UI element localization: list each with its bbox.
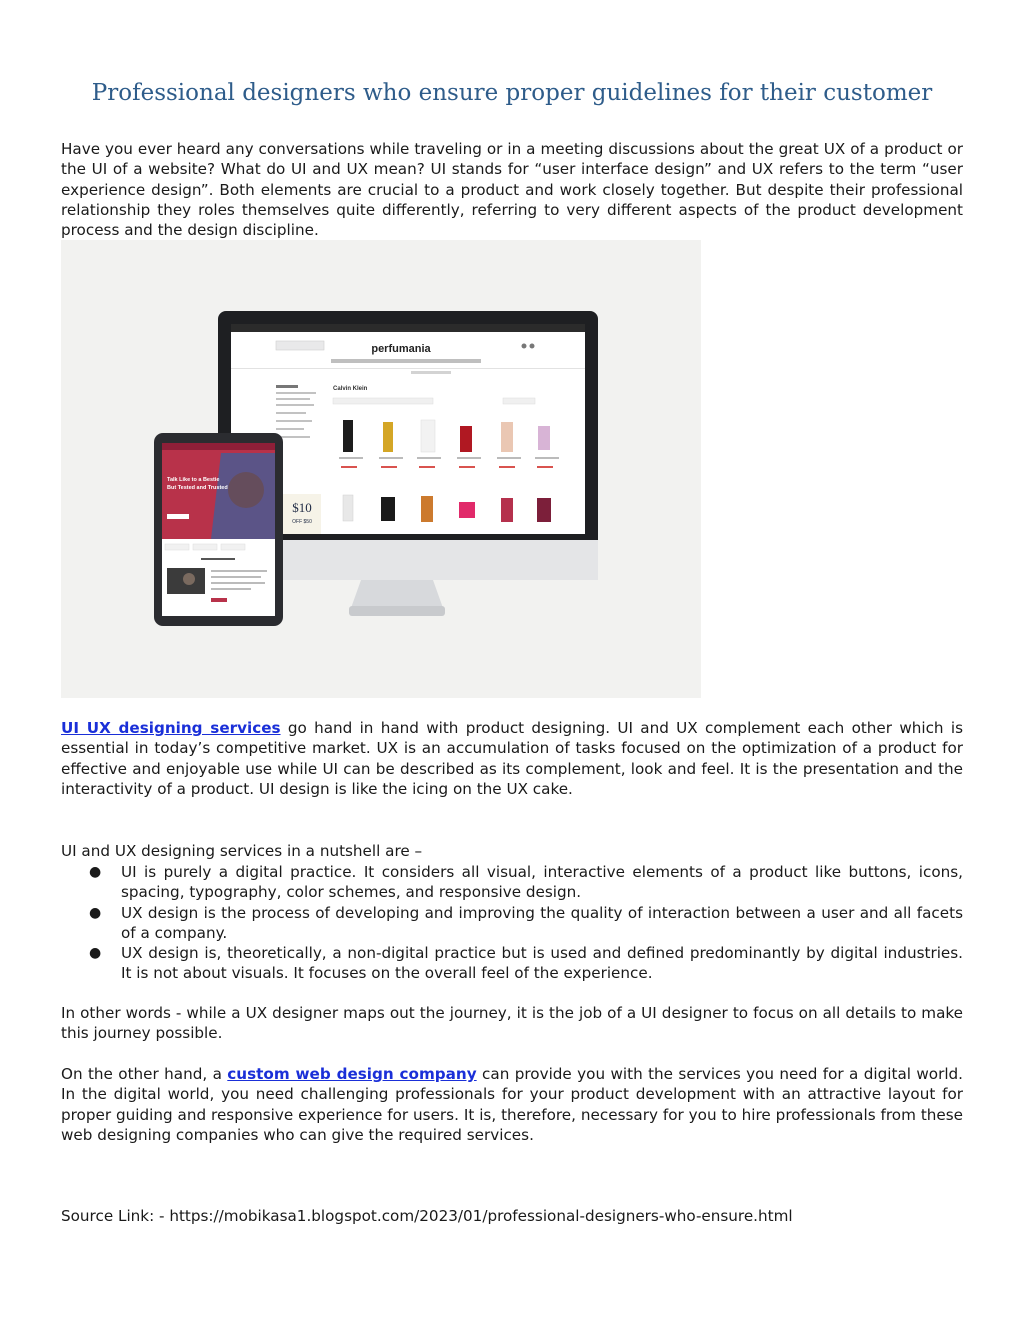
- services-paragraph-text: go hand in hand with product designing. UI and UX complement each other which is essential in today’s competitive market. UX is an accumulation of tasks focused on the optimization of a product for effective and enjoyable use while UI can be described as its complement, look and feel. It is the presentation and the interactivity of a product. UI design is like the icing on the UX cake.: [61, 719, 963, 798]
- tablet-headline-2: But Tested and Trusted: [167, 485, 228, 491]
- bullet-icon: ●: [89, 864, 102, 880]
- hero-image: [61, 240, 701, 698]
- web-design-text: can provide you with the services you need for a digital world. In the digital world, you need challenging professionals for your product development with an attractive layout for proper guiding and responsive experience for users. It is, therefore, necessary for you to hire professionals from these web designing companies who can give the required services.: [61, 1065, 964, 1144]
- list-item-text: UI is purely a digital practice. It considers all visual, interactive elements of a product like buttons, icons, spacing, typography, color schemes, and responsive design.: [121, 863, 963, 902]
- page-title: Professional designers who ensure proper guidelines for their customer: [91, 80, 933, 106]
- nutshell-list: [61, 862, 963, 984]
- monitor-site-name: perfumania: [371, 343, 431, 355]
- list-item: [61, 943, 963, 984]
- promo-amount: $10: [292, 500, 312, 515]
- list-item-text: UX design is, theoretically, a non-digital practice but is used and defined predominantly by digital industries. It is not about visuals. It focuses on the overall feel of the experience.: [121, 944, 963, 983]
- monitor-heading: Calvin Klein: [333, 386, 368, 392]
- list-item: [61, 862, 963, 903]
- bullet-icon: ●: [89, 945, 102, 962]
- promo-subtext: OFF $50: [292, 519, 312, 525]
- source-link: Source Link: - https://mobikasa1.blogspot.com/2023/01/professional-designers-who-ensure.html: [61, 1207, 793, 1225]
- web-design-prefix: On the other hand, a: [61, 1065, 228, 1083]
- list-item-text: UX design is the process of developing and improving the quality of interaction between a user and all facets of a company.: [121, 903, 963, 942]
- tablet-headline-1: Talk Like to a Bestie: [167, 477, 220, 483]
- list-item: [61, 903, 963, 944]
- other-words-paragraph: In other words - while a UX designer maps out the journey, it is the job of a UI designer to focus on all details to make this journey possible.: [61, 1004, 963, 1043]
- web-design-paragraph: [61, 1064, 963, 1145]
- services-paragraph: [61, 718, 963, 799]
- nutshell-intro: UI and UX designing services in a nutshell are –: [61, 842, 423, 860]
- custom-web-design-link[interactable]: custom web design company: [227, 1065, 477, 1083]
- bullet-icon: ●: [89, 904, 102, 921]
- ui-ux-services-link[interactable]: UI UX designing services: [61, 719, 281, 737]
- intro-paragraph: Have you ever heard any conversations while traveling or in a meeting discussions about the great UX of a product or the UI of a website? What do UI and UX mean? UI stands for “user interface design” and UX refers to the term “user experience design”. Both elements are crucial to a product and work closely together. But despite their professional relationship they roles themselves quite differently, referring to very different aspects of the product development process and the design discipline.: [61, 140, 963, 240]
